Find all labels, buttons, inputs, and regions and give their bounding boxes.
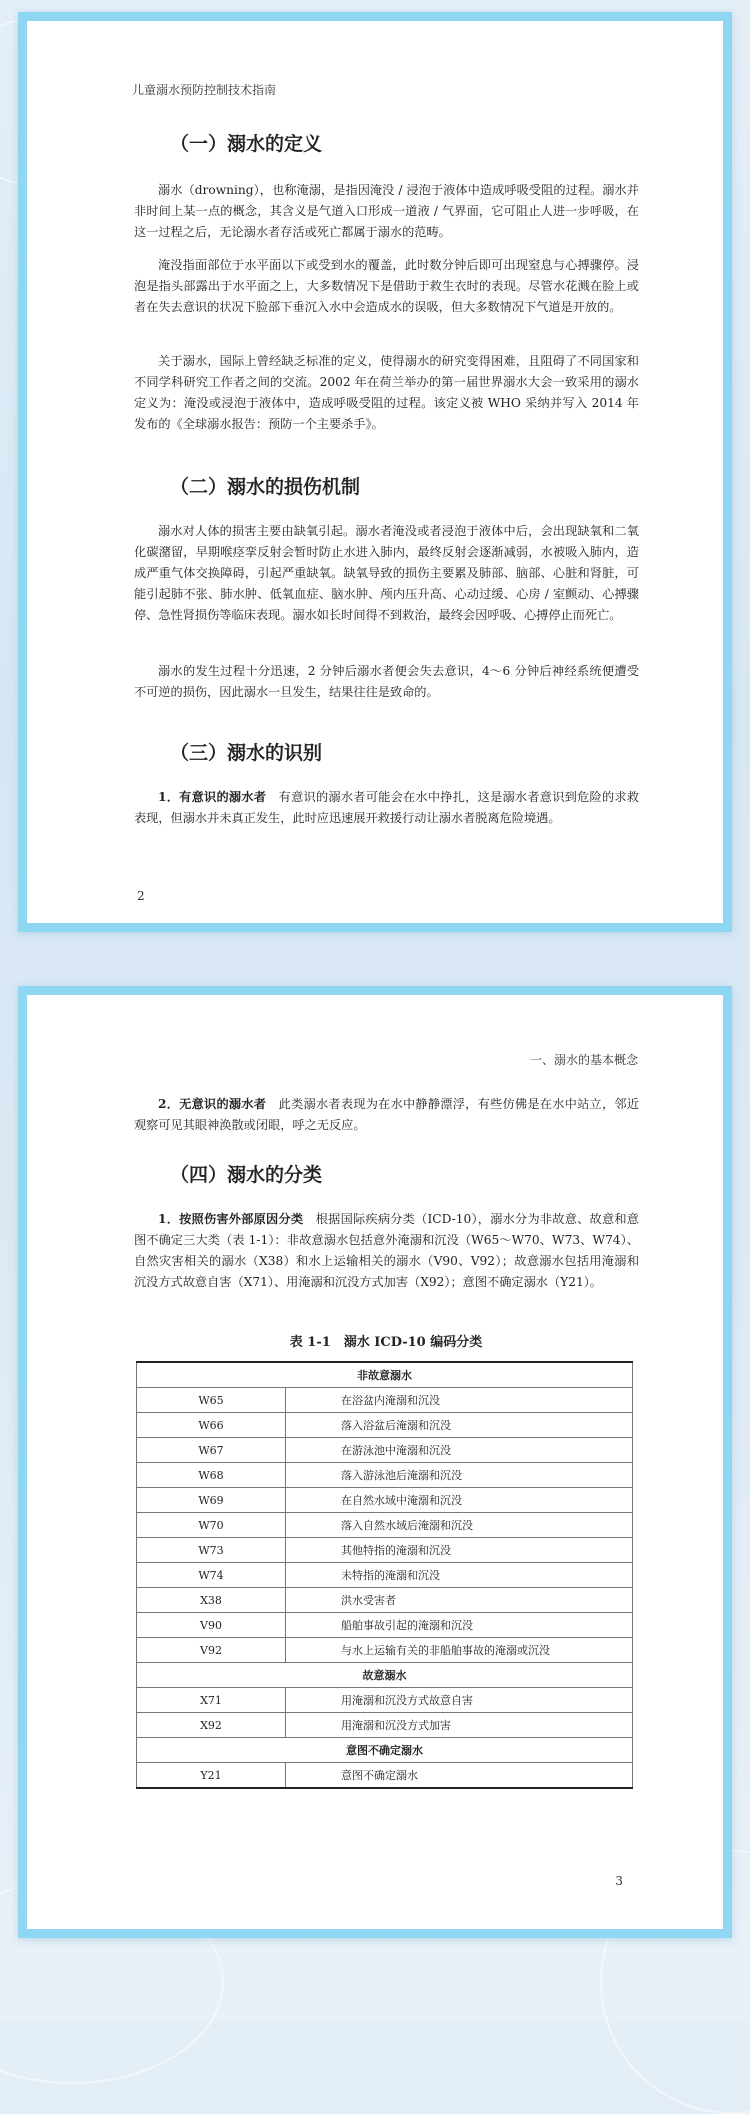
table-row [137, 1688, 633, 1713]
icd-code: W67 [137, 1438, 286, 1463]
icd-description: 用淹溺和沉没方式加害 [286, 1713, 633, 1738]
icd-code: W74 [137, 1563, 286, 1588]
paragraph-lead: 2．无意识的溺水者 [158, 1097, 267, 1111]
icd-description: 洪水受害者 [286, 1588, 633, 1613]
paragraph: 关于溺水，国际上曾经缺乏标准的定义，使得溺水的研究变得困难，且阻碍了不同国家和不同学科研究工作者之间的交流。2002 年在荷兰举办的第一届世界溺水大会一致采用的溺水定义为：淹没或浸泡于液体中，造成呼吸受阻的过程。该定义被 WHO 采纳并写入 2014 年发布的《全球溺水报告：预防一个主要杀手》。 [134, 354, 639, 431]
section-title-definition: （一）溺水的定义 [170, 133, 323, 155]
icd-code: W68 [137, 1463, 286, 1488]
icd-code: X38 [137, 1588, 286, 1613]
icd-code: W70 [137, 1513, 286, 1538]
icd-code: V90 [137, 1613, 286, 1638]
icd-code: Y21 [137, 1763, 286, 1789]
icd-description: 船舶事故引起的淹溺和沉没 [286, 1613, 633, 1638]
document-page-2 [18, 12, 732, 932]
paragraph-text: 此类溺水者表现为在水中静静漂浮，有些仿佛是在水中站立，邻近观察可见其眼神涣散或闭眼，呼之无反应。 [134, 1097, 640, 1132]
paragraph-classification [134, 1209, 639, 1293]
table-row [137, 1488, 633, 1513]
paragraph-lead: 1．按照伤害外部原因分类 [158, 1212, 304, 1226]
section-title-classification: （四）溺水的分类 [170, 1164, 323, 1186]
paragraph-lead: 1．有意识的溺水者 [158, 790, 267, 804]
table-row [137, 1638, 633, 1663]
table-row [137, 1513, 633, 1538]
table-group-header [137, 1663, 633, 1688]
paragraph-unconscious-victim [134, 1094, 639, 1136]
icd-description: 在游泳池中淹溺和沉没 [286, 1438, 633, 1463]
icd-code: W66 [137, 1413, 286, 1438]
paragraph: 溺水（drowning），也称淹溺，是指因淹没 / 浸泡于液体中造成呼吸受阻的过程。溺水并非时间上某一点的概念，其含义是气道入口形成一道液 / 气界面，它可阻止人进一步呼吸，在这一过程之后，无论溺水者存活或死亡都属于溺水的范畴。 [134, 183, 639, 239]
section-title-recognition: （三）溺水的识别 [170, 742, 323, 764]
table-row [137, 1438, 633, 1463]
paragraph: 溺水的发生过程十分迅速，2 分钟后溺水者便会失去意识，4～6 分钟后神经系统便遭受不可逆的损伤，因此溺水一旦发生，结果往往是致命的。 [134, 664, 639, 699]
running-head: 一、溺水的基本概念 [529, 1053, 638, 1067]
icd-code: X71 [137, 1688, 286, 1713]
group-label: 故意溺水 [137, 1663, 633, 1688]
page-number: 2 [137, 889, 145, 903]
section-title-mechanism: （二）溺水的损伤机制 [170, 476, 361, 498]
paragraph: 溺水对人体的损害主要由缺氧引起。溺水者淹没或者浸泡于液体中后，会出现缺氧和二氧化碳潴留，早期喉痉挛反射会暂时防止水进入肺内，最终反射会逐渐减弱，水被吸入肺内，造成严重气体交换障碍，引起严重缺氧。缺氧导致的损伤主要累及肺部、脑部、心脏和肾脏，可能引起肺不张、肺水肿、低氧血症、脑水肿、颅内压升高、心动过缓、心房 / 室颤动、心搏骤停、急性肾损伤等临床表现。溺水如长时间得不到救治，最终会因呼吸、心搏停止而死亡。 [134, 524, 639, 622]
icd-description: 其他特指的淹溺和沉没 [286, 1538, 633, 1563]
table-row [137, 1538, 633, 1563]
table-group-header [137, 1362, 633, 1388]
table-row [137, 1413, 633, 1438]
icd-code: X92 [137, 1713, 286, 1738]
table-row [137, 1563, 633, 1588]
icd-code: W73 [137, 1538, 286, 1563]
table-row [137, 1713, 633, 1738]
icd-description: 在自然水域中淹溺和沉没 [286, 1488, 633, 1513]
table-row [137, 1763, 633, 1789]
icd-description: 意图不确定溺水 [286, 1763, 633, 1789]
icd-description: 用淹溺和沉没方式故意自害 [286, 1688, 633, 1713]
icd-description: 落入自然水域后淹溺和沉没 [286, 1513, 633, 1538]
icd-code: V92 [137, 1638, 286, 1663]
page-number: 3 [615, 1874, 623, 1888]
icd-description: 与水上运输有关的非船舶事故的淹溺或沉没 [286, 1638, 633, 1663]
table-group-header [137, 1738, 633, 1763]
icd-description: 落入游泳池后淹溺和沉没 [286, 1463, 633, 1488]
icd-description: 落入浴盆后淹溺和沉没 [286, 1413, 633, 1438]
paragraph-text: 有意识的溺水者可能会在水中挣扎，这是溺水者意识到危险的求救表现，但溺水并未真正发生，此时应迅速展开救援行动让溺水者脱离危险境遇。 [134, 790, 640, 825]
paragraph: 淹没指面部位于水平面以下或受到水的覆盖，此时数分钟后即可出现窒息与心搏骤停。浸泡是指头部露出于水平面之上，大多数情况下是借助于救生衣时的表现。尽管水花溅在脸上或者在失去意识的状况下脸部下垂沉入水中会造成水的误吸，但大多数情况下气道是开放的。 [134, 258, 639, 314]
table-row [137, 1613, 633, 1638]
table-row [137, 1388, 633, 1413]
table-row [137, 1588, 633, 1613]
icd10-table [136, 1361, 633, 1789]
icd-description: 在浴盆内淹溺和沉没 [286, 1388, 633, 1413]
running-head: 儿童溺水预防控制技术指南 [132, 83, 277, 97]
document-page-3 [18, 986, 732, 1938]
table-caption: 表 1-1 溺水 ICD-10 编码分类 [289, 1335, 483, 1350]
group-label: 非故意溺水 [137, 1362, 633, 1388]
paragraph-conscious-victim [134, 787, 639, 829]
group-label: 意图不确定溺水 [137, 1738, 633, 1763]
icd-code: W65 [137, 1388, 286, 1413]
table-row [137, 1463, 633, 1488]
paragraph-text: 根据国际疾病分类（ICD-10），溺水分为非故意、故意和意图不确定三大类（表 1-1）：非故意溺水包括意外淹溺和沉没（W65～W70、W73、W74）、自然灾害相关的溺水（X38）和水上运输相关的溺水（V90、V92）；故意溺水包括用淹溺和沉没方式故意自害（X71）、用淹溺和沉没方式加害（X92）；意图不确定溺水（Y21）。 [134, 1212, 639, 1289]
icd-description: 未特指的淹溺和沉没 [286, 1563, 633, 1588]
icd-code: W69 [137, 1488, 286, 1513]
